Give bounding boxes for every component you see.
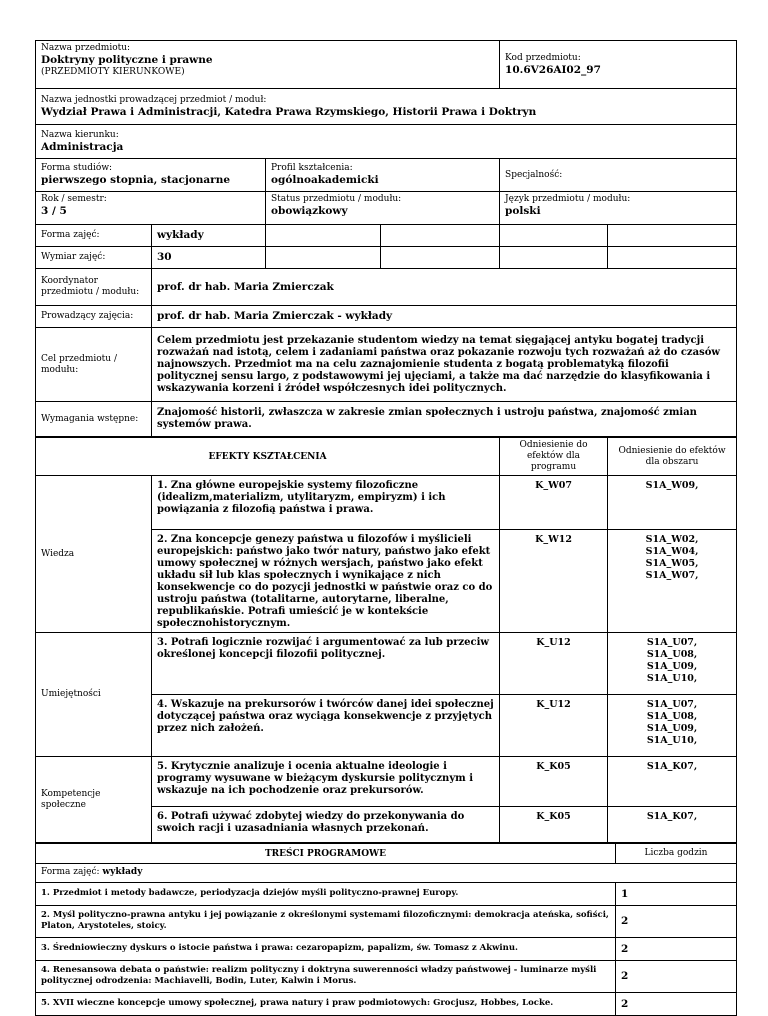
content-topic: 1. Przedmiot i metody badawcze, periodyzacja dziejów myśli polityczno-prawnej Europy. [36, 882, 616, 905]
empty-cell [500, 247, 608, 269]
year-semester: 3 / 5 [41, 205, 67, 217]
area-ref: S1A_W09, [645, 480, 699, 491]
content-form-label: Forma zajęć: [41, 867, 100, 878]
course-category: (PRZEDMIOTY KIERUNKOWE) [41, 67, 185, 77]
outcome-text: 5. Krytycznie analizuje i ocenia aktualne ideologie i programy wysuwane w bieżącym dyskursie politycznym i wskazuje na ich pochodzenie oraz prekursorów. [152, 757, 500, 807]
prerequisites-label: Wymagania wstępne: [36, 402, 152, 437]
empty-cell [381, 247, 500, 269]
unit-name: Wydział Prawa i Administracji, Katedra Prawa Rzymskiego, Historii Prawa i Doktryn [41, 105, 537, 118]
outcome-text: 3. Potrafi logicznie rozwijać i argumentować za lub przeciw określonej koncepcji filozofii politycznej. [152, 633, 500, 695]
content-table [35, 843, 737, 882]
year-label: Rok / semestr: [41, 194, 107, 204]
outcome-text: 2. Zna koncepcje genezy państwa u filozofów i myślicieli europejskich: państwo jako twór natury, państwo jako efekt umowy społecznej w różnych wersjach, państwo jako efekt układu sił lub klas społecznych i wynikające z nich konsekwencje co do pozycji jednostki w państwie oraz co do ustroju państwa (totalitarne, autorytarne, liberalne, republikańskie. Potrafi umieścić je w kontekście społecznohistorycznym. [152, 530, 500, 633]
empty-cell [266, 247, 381, 269]
unit-cell [36, 89, 737, 125]
area-ref: S1A_U10, [646, 673, 698, 684]
program-ref: K_W12 [500, 530, 608, 633]
empty-cell [608, 247, 737, 269]
study-form-label: Forma studiów: [41, 163, 113, 173]
learning-outcomes-table [35, 437, 737, 843]
status: obowiązkowy [271, 205, 348, 217]
outcome-text: 1. Zna główne europejskie systemy filozoficzne (idealizm,materializm, utylitaryzm, empiryzm) i ich powiązania z filozofią państwa i prawa. [152, 476, 500, 530]
area-ref: S1A_W04, [645, 546, 699, 557]
area-ref-cell [608, 807, 737, 843]
content-hours: 1 [616, 882, 737, 905]
profile: ogólnoakademicki [271, 174, 379, 186]
status-label: Status przedmiotu / modułu: [271, 194, 402, 204]
specialization-cell [500, 159, 737, 192]
content-topic: 2. Myśl polityczno-prawna antyku i jej powiązanie z określonymi systemami filozoficznymi: demokracja ateńska, sofiści, Platon, Arystoteles, stoicy. [36, 905, 616, 937]
area-ref-header: Odniesienie do efektów dla obszaru [608, 438, 737, 476]
unit-label: Nazwa jednostki prowadzącej przedmiot / moduł: [41, 94, 267, 105]
course-code: 10.6V26AI02_97 [505, 63, 601, 76]
area-ref-cell [608, 695, 737, 757]
content-topic: 3. Średniowieczny dyskurs o istocie państwa i prawa: cezaropapizm, papalizm, św. Tomasz z Akwinu. [36, 937, 616, 960]
content-topic: 5. XVII wieczne koncepcje umowy społecznej, prawa natury i praw podmiotowych: Grocjusz, Hobbes, Locke. [36, 992, 616, 1015]
class-form: wykłady [152, 225, 266, 247]
empty-cell [608, 225, 737, 247]
class-hours: 30 [152, 247, 266, 269]
lecturer-label: Prowadzący zajęcia: [36, 306, 152, 328]
class-form-label: Forma zajęć: [36, 225, 152, 247]
hours-header: Liczba godzin [616, 844, 737, 864]
outcome-category: Umiejętności [36, 633, 152, 757]
outcome-category: Kompetencje społeczne [36, 757, 152, 843]
empty-cell [266, 225, 381, 247]
program-ref-header: Odniesienie do efektów dla programu [500, 438, 608, 476]
content-topic: 4. Renesansowa debata o państwie: realizm polityczny i doktryna suwerenności władzy państwowej - luminarze myśli politycznej odrodzenia: Machiavelli, Bodin, Luter, Kalwin i Morus. [36, 960, 616, 992]
study-form: pierwszego stopnia, stacjonarne [41, 174, 231, 186]
area-ref-cell [608, 633, 737, 695]
class-hours-label: Wymiar zajęć: [36, 247, 152, 269]
content-hours: 2 [616, 905, 737, 937]
course-name-label: Nazwa przedmiotu: [41, 43, 131, 53]
profile-cell [266, 159, 500, 192]
field-cell [36, 125, 737, 159]
course-name-cell [36, 41, 500, 89]
lecturer: prof. dr hab. Maria Zmierczak - wykłady [152, 306, 737, 328]
area-ref: S1A_U08, [646, 649, 698, 660]
area-ref: S1A_U07, [646, 637, 698, 648]
program-ref: K_W07 [500, 476, 608, 530]
course-name: Doktryny polityczne i prawne [41, 54, 213, 66]
area-ref: S1A_K07, [646, 811, 698, 822]
outcome-category: Wiedza [36, 476, 152, 633]
area-ref-cell [608, 476, 737, 530]
course-goal: Celem przedmiotu jest przekazanie studentom wiedzy na temat sięgającej antyku bogatej tradycji rozważań nad istotą, celem i zadaniami państwa oraz pokazanie rozwoju tych rozważań aż do czasów najnowszych. Przedmiot ma na celu zaznajomienie studenta z bogatą problematyką filozofii politycznej sensu largo, z podstawowymi jej ujęciami, a także ma dać narzędzie do klasyfikowania i wskazywania korzeni i źródeł współczesnych idei politycznych. [152, 328, 737, 402]
coordinator: prof. dr hab. Maria Zmierczak [152, 269, 737, 306]
year-cell [36, 192, 266, 225]
area-ref: S1A_U10, [646, 735, 698, 746]
specialization-label: Specjalność: [505, 169, 563, 180]
area-ref: S1A_K07, [646, 761, 698, 772]
area-ref-cell [608, 530, 737, 633]
content-hours: 2 [616, 937, 737, 960]
program-ref: K_U12 [500, 695, 608, 757]
area-ref: S1A_W02, [645, 534, 699, 545]
content-hours: 2 [616, 992, 737, 1015]
program-ref: K_K05 [500, 807, 608, 843]
content-header: TREŚCI PROGRAMOWE [36, 844, 616, 864]
language-label: Język przedmiotu / modułu: [505, 194, 631, 204]
area-ref-cell [608, 757, 737, 807]
area-ref: S1A_U07, [646, 699, 698, 710]
course-syllabus-sheet [35, 40, 736, 1016]
field-name: Administracja [41, 140, 124, 153]
area-ref: S1A_U09, [646, 723, 698, 734]
empty-cell [500, 225, 608, 247]
content-form-cell [36, 864, 737, 882]
status-cell [266, 192, 500, 225]
content-hours: 2 [616, 960, 737, 992]
course-code-label: Kod przedmiotu: [505, 52, 581, 63]
field-label: Nazwa kierunku: [41, 129, 119, 140]
program-ref: K_K05 [500, 757, 608, 807]
course-info-table [35, 40, 737, 437]
outcome-text: 4. Wskazuje na prekursorów i twórców danej idei społecznej dotyczącej państwa oraz wyciąga konsekwencje z przyjętych przez nich założeń. [152, 695, 500, 757]
goal-label: Cel przedmiotu / modułu: [36, 328, 152, 402]
study-form-cell [36, 159, 266, 192]
content-rows-table [35, 882, 737, 1016]
profile-label: Profil kształcenia: [271, 163, 353, 173]
prerequisites: Znajomość historii, zwłaszcza w zakresie zmian społecznych i ustroju państwa, znajomość zmian systemów prawa. [152, 402, 737, 437]
language-cell [500, 192, 737, 225]
coordinator-label: Koordynator przedmiotu / modułu: [36, 269, 152, 306]
language: polski [505, 205, 541, 217]
area-ref: S1A_W07, [645, 570, 699, 581]
empty-cell [381, 225, 500, 247]
course-code-cell [500, 41, 737, 89]
area-ref: S1A_U09, [646, 661, 698, 672]
content-form: wykłady [102, 867, 143, 878]
area-ref: S1A_W05, [645, 558, 699, 569]
outcome-text: 6. Potrafi używać zdobytej wiedzy do przekonywania do swoich racji i uzasadniania własnych przekonań. [152, 807, 500, 843]
area-ref: S1A_U08, [646, 711, 698, 722]
program-ref: K_U12 [500, 633, 608, 695]
outcomes-header: EFEKTY KSZTAŁCENIA [36, 438, 500, 476]
